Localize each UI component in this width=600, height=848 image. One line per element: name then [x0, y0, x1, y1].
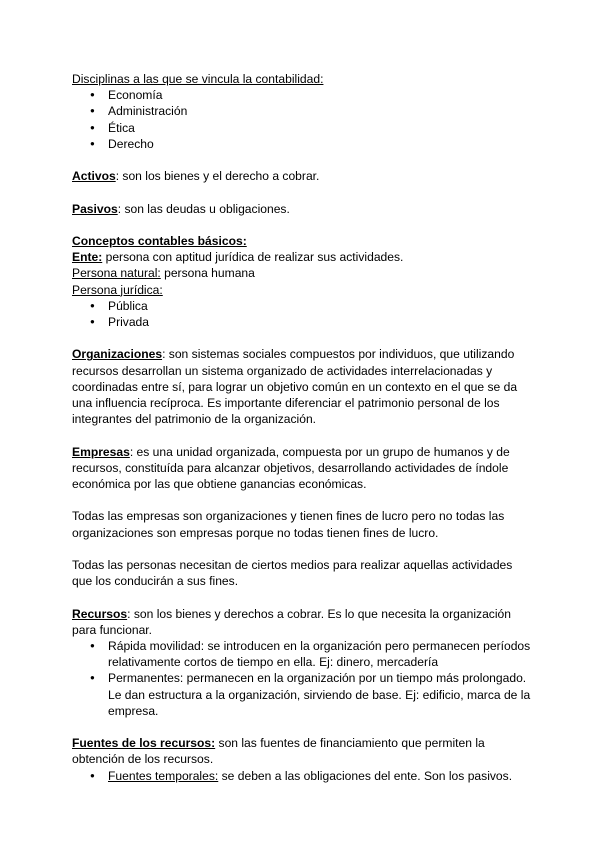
- list-item: [72, 768, 532, 784]
- activos-term: Activos: [72, 169, 116, 184]
- fuentes-definition: son las fuentes de financiamiento que permiten la obtención de los recursos.: [72, 736, 485, 767]
- organizaciones-term: Organizaciones: [72, 347, 163, 362]
- activos-paragraph: [72, 168, 532, 184]
- fuentes-term: Fuentes de los recursos:: [72, 736, 216, 751]
- list-item: ● Ética: [72, 120, 532, 136]
- persona-natural-term: Persona natural:: [72, 266, 161, 281]
- disciplinas-list: [72, 87, 532, 152]
- persona-juridica-term: Persona jurídica:: [72, 282, 163, 297]
- ente-term: Ente:: [72, 250, 103, 265]
- recursos-paragraph: [72, 606, 532, 638]
- list-item: ● Pública: [72, 298, 532, 314]
- list-item: ● Privada: [72, 314, 532, 330]
- fuentes-list: [72, 768, 532, 784]
- persona-juridica-list: [72, 298, 532, 330]
- pasivos-definition: : son las deudas u obligaciones.: [117, 201, 290, 216]
- list-item: ● Permanentes: permanecen en la organización por un tiempo más prolongado. Le dan estructura a la organización, sirviendo de base. Ej: edificio, marca de la empresa.: [72, 670, 532, 719]
- persona-natural-paragraph: [72, 265, 532, 281]
- conceptos-title: Conceptos contables básicos:: [72, 233, 247, 248]
- activos-definition: : son los bienes y el derecho a cobrar.: [115, 169, 320, 184]
- organizaciones-paragraph: [72, 346, 532, 427]
- recursos-list: [72, 638, 532, 719]
- pasivos-term: Pasivos: [72, 201, 118, 216]
- empresas-paragraph: [72, 444, 532, 493]
- fuentes-temporales-definition: se deben a las obligaciones del ente. Son los pasivos.: [218, 768, 513, 783]
- document-content: [72, 71, 532, 784]
- list-item: ● Derecho: [72, 136, 532, 152]
- list-item: ● Administración: [72, 103, 532, 119]
- pasivos-paragraph: [72, 201, 532, 217]
- list-item: ● Rápida movilidad: se introducen en la organización pero permanecen períodos relativamente cortos de tiempo en ella. Ej: dinero, mercadería: [72, 638, 532, 670]
- empresas-organizaciones-paragraph: Todas las empresas son organizaciones y tienen fines de lucro pero no todas las organizaciones son empresas porque no todas tienen fines de lucro.: [72, 509, 505, 540]
- fuentes-paragraph: [72, 735, 532, 767]
- list-item: ● Economía: [72, 87, 532, 103]
- ente-paragraph: [72, 249, 532, 265]
- recursos-definition: : son los bienes y derechos a cobrar. Es lo que necesita la organización para funcionar.: [72, 606, 511, 637]
- persona-natural-definition: persona humana: [160, 266, 255, 281]
- empresas-definition: : es una unidad organizada, compuesta por un grupo de humanos y de recursos, constituída para alcanzar objetivos, desarrollando actividades de índole económica por las que obtiene ganancias económicas.: [72, 444, 510, 491]
- recursos-term: Recursos: [72, 606, 128, 621]
- organizaciones-definition: : son sistemas sociales compuestos por individuos, que utilizando recursos desarrollan un sistema organizado de actividades interrelacionadas y coordinadas entre sí, para lograr un objetivo común en un contexto en el que se da una influencia recíproca. Es importante diferenciar el patrimonio personal de los integrantes del patrimonio de la organización.: [72, 347, 518, 427]
- fuentes-temporales-term: Fuentes temporales:: [108, 768, 219, 783]
- personas-medios-paragraph: Todas las personas necesitan de ciertos medios para realizar aquellas actividades que los conducirán a sus fines.: [72, 557, 513, 589]
- disciplinas-title: Disciplinas a las que se vincula la contabilidad:: [72, 72, 324, 86]
- ente-definition: persona con aptitud jurídica de realizar sus actividades.: [102, 250, 404, 265]
- empresas-term: Empresas: [72, 444, 130, 459]
